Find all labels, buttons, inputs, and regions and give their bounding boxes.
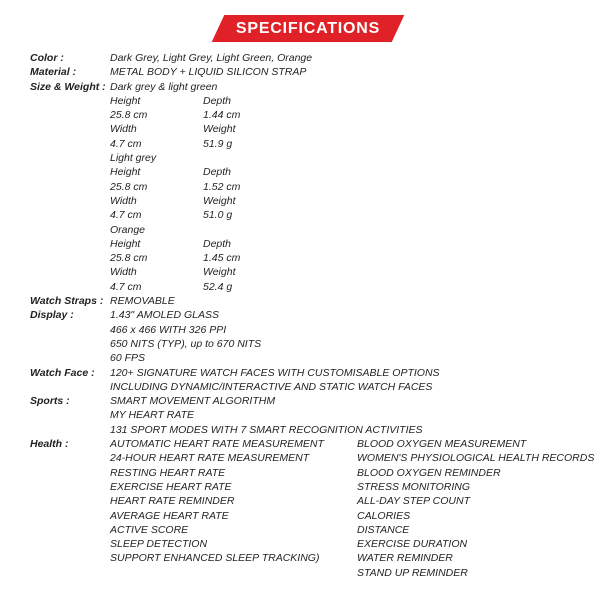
spec-value: Depth (203, 237, 232, 250)
spec-value: 4.7 cm (110, 209, 142, 222)
spec-label: Watch Straps : (30, 295, 104, 308)
spec-value: Width (110, 123, 137, 136)
spec-value: DISTANCE (357, 523, 410, 536)
spec-value: Height (110, 237, 141, 250)
spec-label: Display : (30, 309, 74, 322)
spec-row (30, 323, 595, 337)
spec-row (30, 122, 595, 136)
spec-row (30, 380, 595, 394)
spec-row (30, 337, 595, 351)
spec-row (30, 523, 595, 537)
spec-value: AUTOMATIC HEART RATE MEASUREMENT (110, 438, 324, 451)
spec-row (30, 237, 595, 251)
spec-value: 1.45 cm (203, 252, 241, 265)
spec-value: 466 x 466 WITH 326 PPI (110, 323, 227, 336)
spec-value: 51.0 g (203, 209, 233, 222)
spec-row (30, 65, 595, 79)
spec-value: CALORIES (357, 509, 411, 522)
spec-value: WOMEN'S PHYSIOLOGICAL HEALTH RECORDS (357, 452, 595, 465)
spec-value: Height (110, 166, 141, 179)
spec-row (30, 308, 595, 322)
spec-value: WATER REMINDER (357, 552, 453, 565)
spec-value: SUPPORT ENHANCED SLEEP TRACKING) (110, 552, 320, 565)
spec-value: Depth (203, 166, 232, 179)
spec-value: STRESS MONITORING (357, 480, 470, 493)
spec-value: 4.7 cm (110, 137, 142, 150)
specifications-banner-title: SPECIFICATIONS (235, 19, 381, 37)
spec-row (30, 151, 595, 165)
spec-value: RESTING HEART RATE (110, 466, 226, 479)
spec-value: Height (110, 94, 141, 107)
spec-value: METAL BODY + LIQUID SILICON STRAP (110, 66, 307, 79)
spec-value: 51.9 g (203, 137, 233, 150)
spec-row (30, 265, 595, 279)
spec-value: Weight (203, 194, 236, 207)
spec-label: Color : (30, 52, 64, 64)
spec-value: 131 SPORT MODES WITH 7 SMART RECOGNITION ACTIVITIES (110, 423, 423, 436)
spec-row (30, 180, 595, 194)
spec-value: Depth (203, 94, 232, 107)
spec-value: 25.8 cm (110, 180, 148, 193)
spec-label: Watch Face : (30, 366, 95, 379)
spec-value: 25.8 cm (110, 109, 148, 122)
spec-value: ACTIVE SCORE (110, 523, 189, 536)
spec-value: Width (110, 266, 137, 279)
spec-row (30, 437, 595, 451)
spec-row (30, 480, 595, 494)
spec-value: 1.52 cm (203, 180, 241, 193)
spec-row (30, 80, 595, 94)
spec-value: STAND UP REMINDER (357, 566, 468, 579)
spec-value: 1.43" AMOLED GLASS (110, 309, 219, 322)
spec-value: REMOVABLE (110, 295, 175, 308)
spec-value: 25.8 cm (110, 252, 148, 265)
spec-value: 120+ SIGNATURE WATCH FACES WITH CUSTOMISABLE OPTIONS (110, 366, 440, 379)
spec-value: SLEEP DETECTION (110, 538, 208, 551)
spec-row (30, 51, 595, 65)
spec-row (30, 294, 595, 308)
spec-value: 4.7 cm (110, 280, 142, 293)
spec-value: 1.44 cm (203, 109, 241, 122)
spec-row (30, 351, 595, 365)
spec-row (30, 423, 595, 437)
spec-row (30, 94, 595, 108)
spec-row (30, 451, 595, 465)
spec-value: BLOOD OXYGEN REMINDER (357, 466, 501, 479)
spec-row (30, 366, 595, 380)
spec-row (30, 394, 595, 408)
spec-row (30, 208, 595, 222)
spec-row (30, 509, 595, 523)
spec-row (30, 566, 595, 580)
spec-row (30, 466, 595, 480)
spec-row (30, 223, 595, 237)
spec-value: INCLUDING DYNAMIC/INTERACTIVE AND STATIC WATCH FACES (110, 380, 433, 393)
spec-value: EXERCISE HEART RATE (110, 480, 232, 493)
spec-row (30, 494, 595, 508)
spec-row (30, 408, 595, 422)
spec-value: 60 FPS (110, 352, 146, 365)
spec-row (30, 108, 595, 122)
spec-value: Weight (203, 266, 236, 279)
spec-value: Width (110, 194, 137, 207)
spec-table (30, 51, 595, 580)
spec-value: Orange (110, 223, 146, 236)
spec-label: Material : (30, 66, 77, 79)
spec-row (30, 194, 595, 208)
spec-label: Health : (30, 438, 69, 451)
spec-value: HEART RATE REMINDER (110, 495, 235, 508)
spec-value: EXERCISE DURATION (357, 538, 468, 551)
spec-label: Size & Weight : (30, 80, 106, 93)
spec-row (30, 280, 595, 294)
spec-value: ALL-DAY STEP COUNT (357, 495, 470, 508)
spec-value: 52.4 g (203, 280, 233, 293)
spec-value: 650 NITS (TYP), up to 670 NITS (110, 337, 262, 350)
spec-row (30, 537, 595, 551)
spec-row (30, 165, 595, 179)
spec-value: SMART MOVEMENT ALGORITHM (110, 395, 276, 408)
spec-label: Sports : (30, 395, 70, 408)
spec-value: Weight (203, 123, 236, 136)
spec-value: Dark grey & light green (110, 80, 218, 93)
spec-value: Dark Grey, Light Grey, Light Green, Orange (110, 52, 313, 64)
spec-value: BLOOD OXYGEN MEASUREMENT (357, 438, 527, 451)
spec-row (30, 251, 595, 265)
spec-value: Light grey (110, 152, 157, 165)
spec-value: MY HEART RATE (110, 409, 195, 422)
spec-row (30, 551, 595, 565)
spec-value: 24-HOUR HEART RATE MEASUREMENT (110, 452, 310, 465)
spec-value: AVERAGE HEART RATE (110, 509, 229, 522)
spec-row (30, 137, 595, 151)
